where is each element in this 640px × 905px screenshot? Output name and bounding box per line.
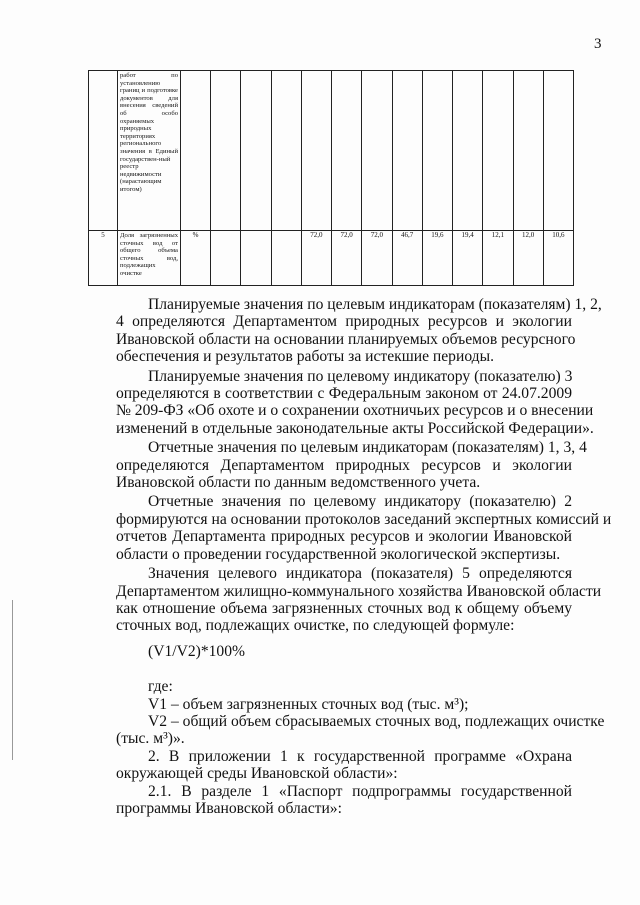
text-line: Планируемые значения по целевым индикаторам (показателям) 1, 2,	[148, 296, 602, 313]
text-line: 4 определяются Департаментом природных ресурсов и экологии	[116, 313, 572, 331]
text-line: Значения целевого индикатора (показателя) 5 определяются	[148, 565, 572, 583]
paragraph	[116, 439, 587, 492]
value-cell: 19,6	[422, 231, 452, 286]
indicator-name: Доля загрязненных сточных вод от общего объема сточных вод, подлежащих очистке	[118, 231, 181, 286]
paragraph	[116, 493, 612, 563]
text-line: сточных вод, подлежащих очистке, по следующей формуле:	[116, 617, 515, 635]
v2-definition-cont: (тыс. м³)».	[116, 730, 185, 748]
paragraph	[116, 367, 594, 438]
value-cell	[332, 71, 362, 231]
value-cell	[301, 71, 331, 231]
text-line: обеспечения и результатов работы за истекшие периоды.	[116, 348, 494, 366]
value-cell: 72,0	[332, 231, 362, 286]
value-cell	[513, 71, 543, 231]
text-line: определяются Департаментом природных ресурсов и экологии	[116, 456, 572, 474]
text-line: Ивановской области по данным ведомственного учета.	[116, 474, 481, 492]
value-cell: 72,0	[301, 231, 331, 286]
value-cell	[241, 71, 271, 231]
value-cell	[211, 71, 241, 231]
row-number: 5	[89, 231, 118, 286]
value-cell	[543, 71, 573, 231]
text-line: Отчетные значения по целевому индикатору (показателю) 2	[148, 493, 572, 511]
text-line: как отношение объема загрязненных сточных вод к общему объему	[116, 599, 572, 617]
text-line: отчетов Департамента природных ресурсов и экологии Ивановской	[116, 528, 572, 546]
value-cell	[271, 231, 301, 286]
value-cell	[392, 71, 422, 231]
text-line: формируются на основании протоколов заседаний экспертных комиссий и	[116, 510, 612, 528]
value-cell	[241, 231, 271, 286]
v1-definition: V1 – объем загрязненных сточных вод (тыс. м³);	[148, 695, 469, 713]
row-number	[89, 71, 118, 231]
item-2-1: 2.1. В разделе 1 «Паспорт подпрограммы государственной	[148, 782, 572, 800]
unit: %	[181, 231, 211, 286]
formula: (V1/V2)*100%	[148, 642, 246, 660]
text-line: изменений в отдельные законодательные акты Российской Федерации».	[116, 419, 594, 437]
text-line: Планируемые значения по целевому индикатору (показателю) 3	[148, 367, 573, 385]
paragraph	[116, 565, 602, 635]
value-cell: 12,1	[483, 231, 513, 286]
value-cell: 72,0	[362, 231, 392, 286]
value-cell: 10,6	[543, 231, 573, 286]
table-row	[89, 71, 574, 231]
value-cell: 19,4	[453, 231, 483, 286]
value-cell	[483, 71, 513, 231]
text-line: Отчетные значения по целевым индикаторам (показателям) 1, 3, 4	[148, 439, 587, 457]
paragraph	[116, 296, 602, 366]
value-cell	[362, 71, 392, 231]
text-line: области о проведении государственной экологической экспертизы.	[116, 545, 561, 563]
text-line: № 209-ФЗ «Об охоте и о сохранении охотничьих ресурсов и о внесении	[116, 402, 594, 420]
value-cell	[271, 71, 301, 231]
text-line: Ивановской области на основании планируемых объемов ресурсного	[116, 330, 576, 348]
item-2-1-cont: программы Ивановской области»:	[116, 799, 342, 817]
value-cell: 46,7	[392, 231, 422, 286]
page-number: 3	[594, 36, 602, 52]
unit	[181, 71, 211, 231]
body-text	[116, 296, 612, 817]
v2-definition: V2 – общий объем сбрасываемых сточных вод, подлежащих очистке	[148, 712, 605, 730]
value-cell: 12,0	[513, 231, 543, 286]
indicator-name: работ по установлению границ и подготовке документов для внесения сведений об особо охраняемых природных территориях регионального значения в Единый государствен-ный реестр недвижимости (нарастающим итогом)	[118, 71, 181, 231]
value-cell	[453, 71, 483, 231]
item-2: 2. В приложении 1 к государственной программе «Охрана	[148, 747, 572, 765]
scan-artifact	[12, 600, 13, 760]
value-cell	[422, 71, 452, 231]
value-cell	[211, 231, 241, 286]
item-2-cont: окружающей среды Ивановской области»:	[116, 765, 398, 783]
text-line: Департаментом жилищно-коммунального хозяйства Ивановской области	[116, 582, 602, 600]
where-label: где:	[148, 678, 173, 696]
table-row	[89, 231, 574, 286]
text-line: определяются в соответствии с Федеральным законом от 24.07.2009	[116, 385, 572, 403]
indicator-table	[88, 70, 574, 286]
